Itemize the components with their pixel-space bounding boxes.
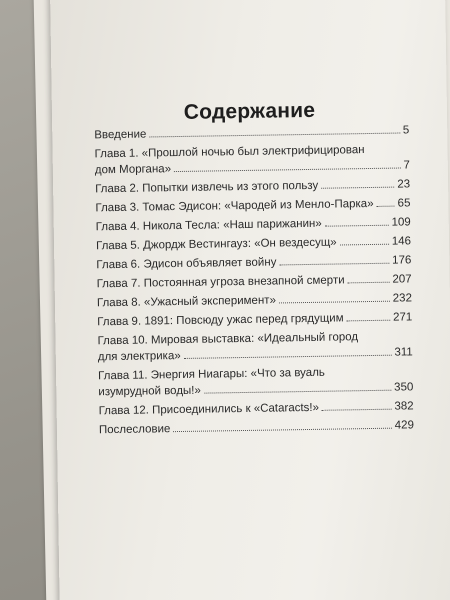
page-number: 382 xyxy=(394,400,414,413)
page-number: 176 xyxy=(392,254,412,267)
page-number: 23 xyxy=(397,178,411,191)
toc-entry-title-continuation: дом Моргана» xyxy=(94,163,172,177)
book-page xyxy=(50,0,450,600)
page-number: 109 xyxy=(391,216,411,229)
toc-entry-title: Послесловие xyxy=(98,423,171,437)
page-number: 311 xyxy=(394,346,413,359)
page-number: 5 xyxy=(402,124,410,137)
dot-leader xyxy=(174,167,400,173)
toc-entry-title: Глава 11. Энергия Ниагары: «Что за вуаль xyxy=(98,366,325,383)
page-number: 271 xyxy=(392,311,413,324)
dot-leader xyxy=(347,319,390,322)
toc-entry-title: Глава 4. Никола Тесла: «Наш парижанин» xyxy=(95,217,322,234)
dot-leader xyxy=(279,300,390,304)
page-number: 7 xyxy=(403,159,410,172)
dot-leader xyxy=(279,262,389,266)
toc-entry-title: Глава 12. Присоединились к «Cataracts!» xyxy=(98,401,320,418)
page-title: Содержание xyxy=(183,98,316,124)
page-number: 350 xyxy=(394,381,414,394)
toc-entry-title: Глава 5. Джордж Вестингауз: «Он вездесущ» xyxy=(95,236,337,253)
page-number: 207 xyxy=(392,273,412,286)
dot-leader xyxy=(377,205,395,207)
toc-entry-title: Глава 6. Эдисон объявляет войну xyxy=(96,256,277,272)
toc-entry-title: Глава 3. Томас Эдисон: «Чародей из Менло-Парка» xyxy=(95,197,374,215)
toc-entry-title: Глава 2. Попытки извлечь из этого пользу xyxy=(95,179,319,196)
toc-entry-title-continuation: для электрика» xyxy=(97,349,181,364)
dot-leader xyxy=(348,281,390,284)
toc-entry xyxy=(98,363,413,400)
toc-entry xyxy=(94,141,409,178)
page-number: 146 xyxy=(391,235,412,248)
toc-entry xyxy=(97,328,412,365)
toc-entry-title: Глава 10. Мировая выставка: «Идеальный город xyxy=(97,331,359,348)
toc-entry-title: Глава 7. Постоянная угроза внезапной смерти xyxy=(96,274,345,291)
toc-entry-title: Глава 9. 1891: Повсюду ужас перед грядущим xyxy=(97,312,344,329)
page-number: 429 xyxy=(394,419,415,432)
table-of-contents xyxy=(94,122,414,441)
toc-entry-title: Глава 1. «Прошлой ночью был электрифицирован xyxy=(94,144,365,161)
dot-leader xyxy=(184,354,392,359)
toc-entry-title: Глава 8. «Ужасный эксперимент» xyxy=(96,294,277,310)
dot-leader xyxy=(204,389,391,394)
dot-leader xyxy=(325,224,389,227)
dot-leader xyxy=(149,132,400,138)
dot-leader xyxy=(173,427,391,432)
dot-leader xyxy=(340,243,389,246)
dot-leader xyxy=(321,186,394,189)
toc-entry-title-continuation: изумрудной воды!» xyxy=(98,384,201,399)
toc-entry-title: Введение xyxy=(94,128,147,142)
page-number: 65 xyxy=(397,197,411,210)
dot-leader xyxy=(322,408,391,411)
page-number: 232 xyxy=(392,292,413,305)
